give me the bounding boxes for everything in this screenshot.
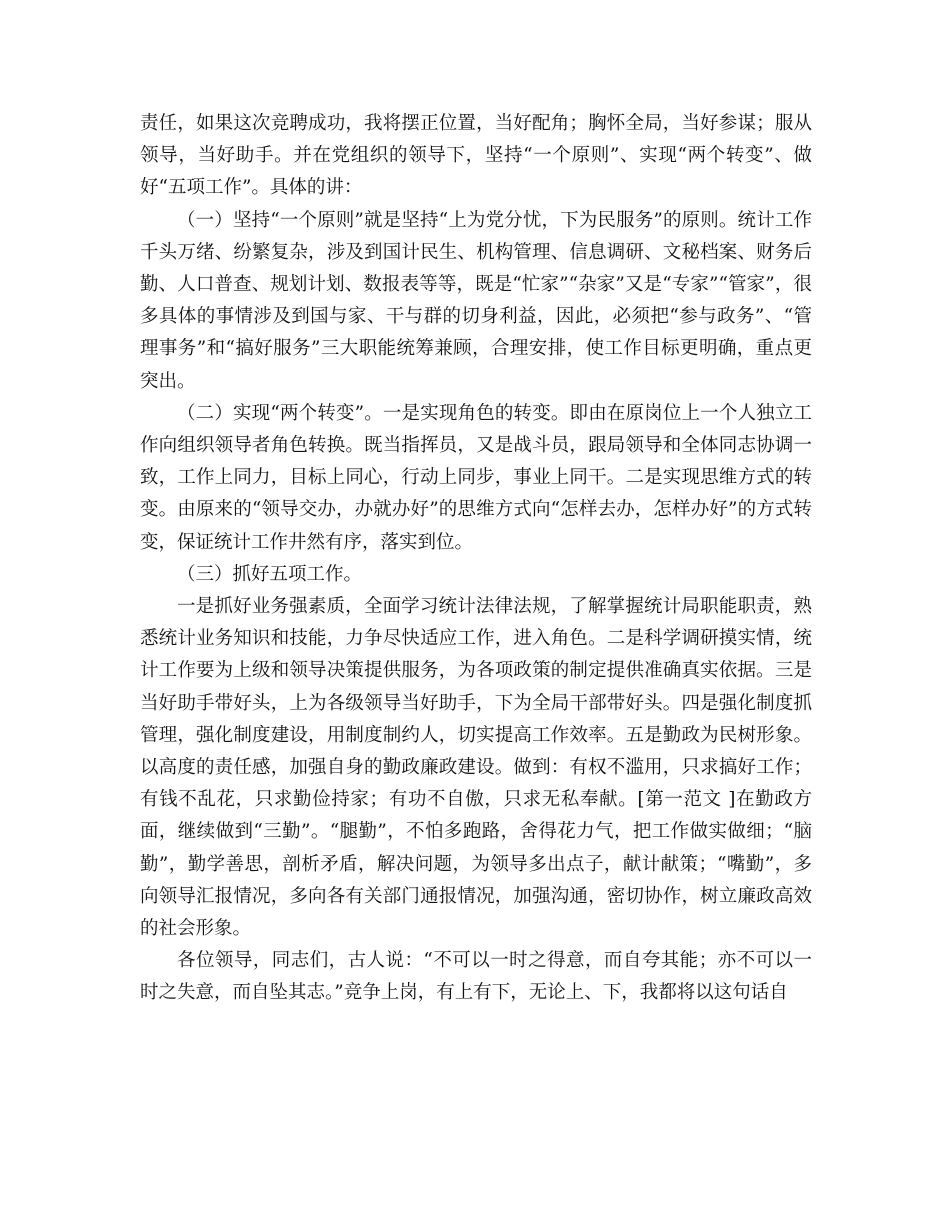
paragraph-2: （一）坚持“一个原则”就是坚持“上为党分忧，下为民服务”的原则。统计工作千头万绪、纷繁复杂，涉及到国计民生、机构管理、信息调研、文秘档案、财务后勤、人口普查、规划计划、数报表等等，既是“忙家”“杂家”又是“专家”“管家”，很多具体的事情涉及到国与家、干与群的切身利益，因此，必须把“参与政务”、“管理事务”和“搞好服务”三大职能统筹兼顾，合理安排，使工作目标更明确，重点更突出。 [140, 209, 812, 392]
paragraph-3: （二）实现“两个转变”。一是实现角色的转变。即由在原岗位上一个人独立工作向组织领导者角色转换。既当指挥员，又是战斗员，跟局领导和全体同志协调一致，工作上同力，目标上同心，行动上同步，事业上同干。二是实现思维方式的转变。由原来的“领导交办，办就办好”的思维方式向“怎样去办，怎样办好”的方式转变，保证统计工作井然有序，落实到位。 [140, 402, 812, 553]
paragraph-4: （三）抓好五项工作。 [177, 563, 363, 585]
document-body [140, 108, 812, 1010]
paragraph-6: 各位领导，同志们，古人说：“不可以一时之得意，而自夸其能；亦不可以一时之失意，而自坠其志。”竞争上岗，有上有下，无论上、下，我都将以这句话自 [140, 950, 812, 1004]
paragraph-5: 一是抓好业务强素质，全面学习统计法律法规，了解掌握统计局职能职责，熟悉统计业务知识和技能，力争尽快适应工作，进入角色。二是科学调研摸实情，统计工作要为上级和领导决策提供服务，为各项政策的制定提供准确真实依据。三是当好助手带好头，上为各级领导当好助手，下为全局干部带好头。四是强化制度抓管理，强化制度建设，用制度制约人，切实提高工作效率。五是勤政为民树形象。以高度的责任感，加强自身的勤政廉政建设。做到：有权不滥用，只求搞好工作；有钱不乱花，只求勤俭持家；有功不自傲，只求无私奉献。[第一范文 ]在勤政方面，继续做到“三勤”。“腿勤”，不怕多跑路，舍得花力气，把工作做实做细；“脑勤”，勤学善思，剖析矛盾，解决问题，为领导多出点子，献计献策；“嘴勤”，多向领导汇报情况，多向各有关部门通报情况，加强沟通，密切协作，树立廉政高效的社会形象。 [140, 596, 812, 940]
paragraph-1: 责任，如果这次竞聘成功，我将摆正位置，当好配角；胸怀全局，当好参谋；服从领导，当好助手。并在党组织的领导下，坚持“一个原则”、实现“两个转变”、做好“五项工作”。具体的讲： [140, 113, 812, 199]
